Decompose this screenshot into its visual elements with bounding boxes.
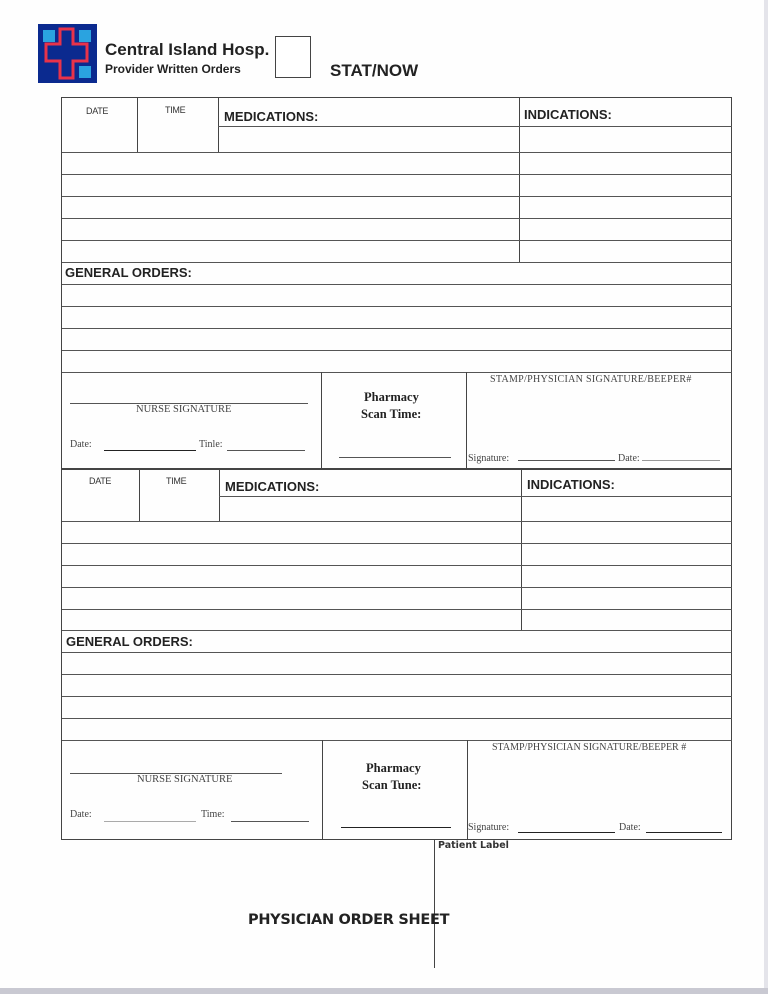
nurse-signature-label: NURSE SIGNATURE — [136, 404, 232, 415]
physician-signature-field[interactable] — [518, 832, 615, 833]
stat-now-checkbox[interactable] — [275, 36, 311, 78]
nurse-time-label: Tinle: — [199, 439, 223, 450]
nurse-time-field[interactable] — [227, 450, 305, 451]
physician-date-field[interactable] — [642, 460, 720, 461]
physician-signature-label: Signature: — [468, 822, 510, 833]
form-subtitle: Provider Written Orders — [105, 62, 241, 76]
order-section-2 — [61, 469, 732, 840]
nurse-signature-label: NURSE SIGNATURE — [137, 774, 233, 785]
nurse-date-field[interactable] — [104, 450, 196, 451]
patient-label-divider — [434, 839, 435, 968]
nurse-date-label: Date: — [70, 439, 92, 450]
general-orders-label: GENERAL ORDERS: — [65, 265, 192, 280]
physician-date-field[interactable] — [646, 832, 722, 833]
physician-signature-label: Signature: — [468, 453, 510, 464]
nurse-time-label: Time: — [201, 809, 225, 820]
pharmacy-label: Pharmacy — [364, 390, 419, 404]
nurse-date-field[interactable] — [104, 821, 196, 822]
pharmacy-label: Pharmacy — [366, 761, 421, 775]
nurse-date-label: Date: — [70, 809, 92, 820]
time-column-header: TIME — [166, 476, 187, 486]
order-section-1 — [61, 97, 732, 469]
stat-now-label: STAT/NOW — [330, 61, 419, 80]
scan-time-label: Scan Time: — [361, 407, 422, 421]
indications-header: INDICATIONS: — [524, 107, 612, 122]
medications-header: MEDICATIONS: — [225, 479, 320, 494]
page-edge — [764, 0, 768, 988]
time-column-header: TIME — [165, 105, 186, 115]
date-column-header: DATE — [89, 476, 112, 486]
stamp-physician-label: STAMP/PHYSICIAN SIGNATURE/BEEPER# — [490, 374, 692, 385]
indications-header: INDICATIONS: — [527, 477, 615, 492]
sheet-title: PHYSICIAN ORDER SHEET — [248, 912, 450, 928]
pharmacy-scan-time-field[interactable] — [341, 827, 451, 828]
patient-label-area: Patient Label — [438, 840, 509, 851]
stamp-physician-label: STAMP/PHYSICIAN SIGNATURE/BEEPER # — [492, 742, 687, 753]
scan-time-label: Scan Tune: — [362, 778, 422, 792]
physician-date-label: Date: — [618, 453, 640, 464]
hospital-logo-icon — [38, 24, 97, 83]
physician-date-label: Date: — [619, 822, 641, 833]
pharmacy-scan-time-field[interactable] — [339, 457, 451, 458]
hospital-name: Central Island Hosp. — [105, 40, 270, 59]
date-column-header: DATE — [86, 106, 109, 116]
general-orders-label: GENERAL ORDERS: — [66, 634, 193, 649]
nurse-time-field[interactable] — [231, 821, 309, 822]
page-edge — [0, 988, 768, 994]
physician-signature-field[interactable] — [518, 460, 615, 461]
medications-header: MEDICATIONS: — [224, 109, 319, 124]
